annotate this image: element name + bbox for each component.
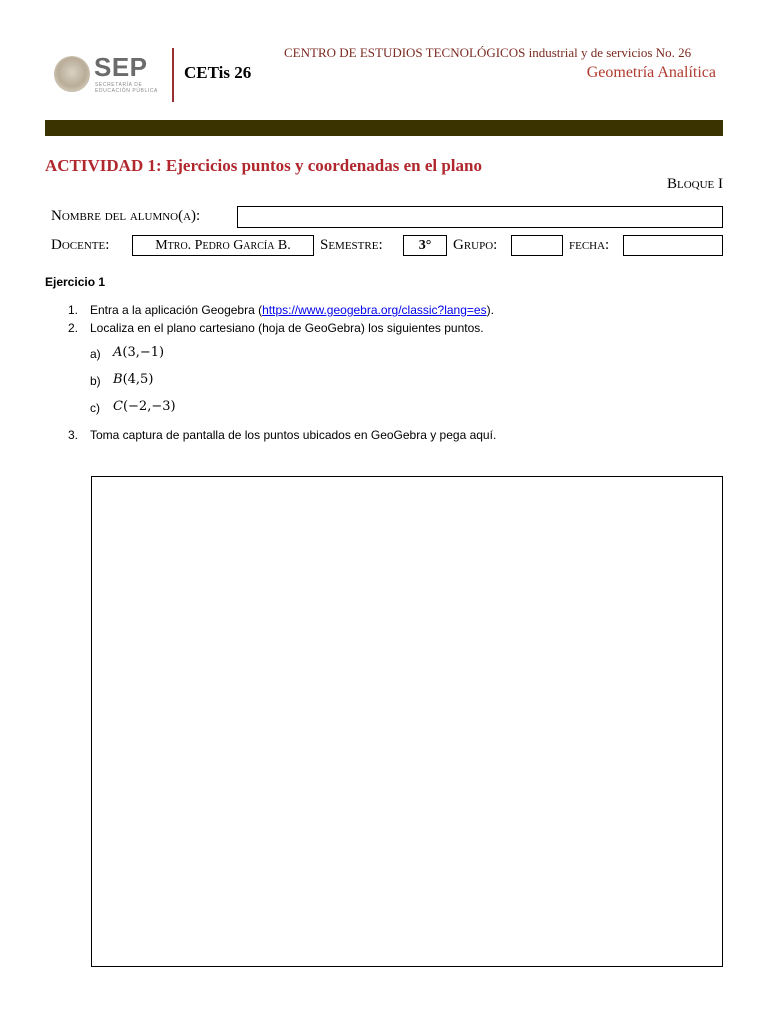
teacher-field[interactable] bbox=[132, 235, 314, 256]
teacher-value: Mtro. Pedro García B. bbox=[155, 238, 291, 253]
sep-logo: SEP bbox=[94, 52, 148, 82]
point-b-name: B bbox=[113, 372, 123, 387]
point-a-coords: 3,−1 bbox=[127, 345, 160, 360]
teacher-label: Docente: bbox=[51, 237, 110, 253]
student-name-label: Nombre del alumno(a): bbox=[51, 208, 201, 224]
step-1 bbox=[90, 303, 494, 317]
exercise-title: Ejercicio 1 bbox=[45, 275, 106, 289]
semester-field[interactable] bbox=[403, 235, 447, 256]
point-c-name: C bbox=[113, 399, 123, 414]
semester-value: 3° bbox=[418, 238, 432, 253]
government-seal-icon bbox=[54, 56, 90, 92]
school-name: CENTRO DE ESTUDIOS TECNOLÓGICOS industrial y de servicios No. 26 bbox=[284, 45, 692, 60]
sep-logo-subtitle bbox=[95, 82, 158, 94]
screenshot-paste-area[interactable] bbox=[91, 476, 723, 967]
cetis-logo: CETis 26 bbox=[184, 63, 252, 82]
point-c-coords: −2,−3 bbox=[128, 399, 171, 414]
logo-divider bbox=[172, 48, 174, 102]
step-1-text: Entra a la aplicación Geogebra ( bbox=[90, 303, 263, 317]
activity-title: ACTIVIDAD 1: Ejercicios puntos y coordenadas en el plano bbox=[45, 156, 482, 175]
step-1-end: ). bbox=[486, 303, 494, 317]
point-a-label: a) bbox=[90, 347, 101, 361]
geogebra-link[interactable]: https://www.geogebra.org/classic?lang=es bbox=[262, 303, 487, 317]
point-b-coords: 4,5 bbox=[127, 372, 149, 387]
step-2-text: Localiza en el plano cartesiano (hoja de GeoGebra) los siguientes puntos. bbox=[90, 321, 484, 335]
group-field[interactable] bbox=[511, 235, 563, 256]
group-label: Grupo: bbox=[453, 237, 498, 253]
step-2-number: 2. bbox=[68, 321, 79, 335]
step-3-text: Toma captura de pantalla de los puntos ubicados en GeoGebra y pega aquí. bbox=[90, 428, 497, 442]
date-field[interactable] bbox=[623, 235, 723, 256]
sep-logo-subtitle-line-2: EDUCACIÓN PÚBLICA bbox=[95, 88, 158, 94]
point-b-label: b) bbox=[90, 374, 101, 388]
sep-logo-subtitle-line-1: SECRETARÍA DE bbox=[95, 82, 143, 88]
step-1-number: 1. bbox=[68, 303, 79, 317]
point-c-label: c) bbox=[90, 401, 100, 415]
date-label: fecha: bbox=[569, 237, 610, 253]
point-a: A(3,−1) bbox=[113, 345, 165, 360]
step-3-number: 3. bbox=[68, 428, 79, 442]
point-a-name: A bbox=[113, 345, 123, 360]
block-label: Bloque I bbox=[666, 176, 723, 192]
subject-title: Geometría Analítica bbox=[586, 64, 716, 81]
point-c: C(−2,−3) bbox=[113, 399, 176, 414]
semester-label: Semestre: bbox=[320, 237, 383, 253]
header-bar bbox=[45, 120, 723, 136]
point-b: B(4,5) bbox=[113, 372, 154, 387]
student-name-field[interactable] bbox=[237, 206, 723, 228]
